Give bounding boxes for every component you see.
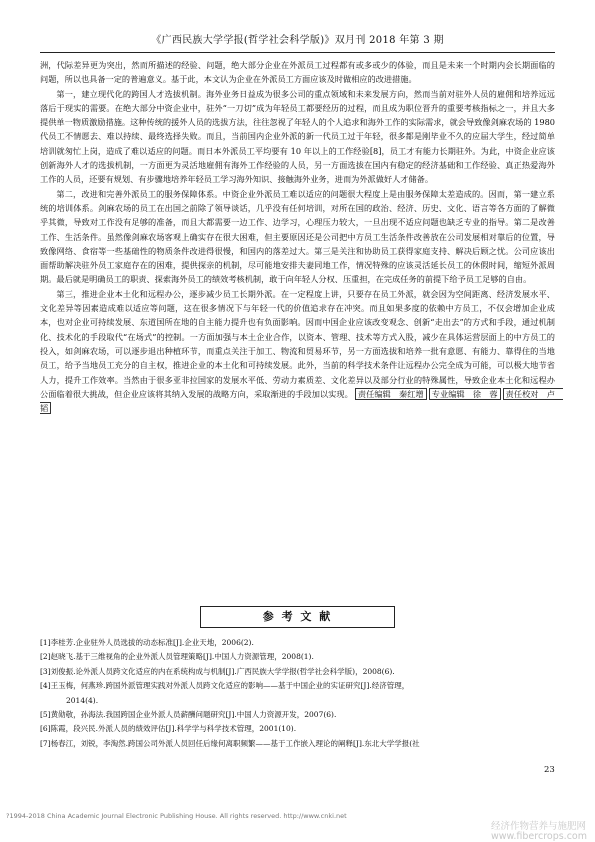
reference-item: [3]刘俊振.论外派人员跨文化适应的内在系统构成与机制[J].广西民族大学学报(哲学社会科学版)，2008(6). (40, 666, 395, 676)
watermark-title: 经济作物营养与施肥网 (490, 821, 586, 832)
page-number: 23 (544, 765, 555, 775)
paragraph-third (40, 287, 564, 416)
reference-item: [2]赵晓飞.基于三维视角的企业外派人员管理策略[J].中国人力资源管理，2008(1). (40, 652, 314, 662)
references-list (40, 636, 555, 751)
reference-item: [1]李桂芳.企业驻外人员选拔的动态标准[J].企业天地，2006(2). (40, 638, 254, 647)
copyright-footer: ?1994-2018 China Academic Journal Electronic Publishing House. All rights reserved. http://www.cnki.net (6, 812, 347, 820)
paragraph-second: 第二，改进和完善外派员工的服务保障体系。中资企业外派员工难以适应的问题很大程度上是由服务保障太差造成的。因而，第一建立系统的培训体系。剑麻农场的员工在出国之前除了领导谈话，几乎没有任何培训，对所在国的政治、经济、历史、文化、语言等各方面的了解微乎其微，导致对工作没有足够的准备，而且大都需要一边工作、边学习，心理压力较大，一旦出现不适应问题也缺乏专业的指导。第二是改善工作、生活条件。虽然像剑麻农场客观上确实存在很大困难，但主要原因还是公司把中方员工生活条件改善放在公司发展相对靠后的位置，导致像网络、食宿等一些基础性的物质条件改进得很慢，和国内的落差过大。第三是关注和协助员工获得家庭支持、解决后顾之忧。公司应该出面帮助解决驻外员工家庭存在的困难，提供探亲的机制，尽可能地安排夫妻同地工作，情况特殊的应该灵活延长员工的休假时间，缩短外派周期。最后就是明确员工的职责、探索海外员工的绩效考核机制，敢于向年轻人分权、压重担，在完成任务的前提下给予员工足够的自由。 (40, 188, 555, 285)
professional-editor: 专业编辑 徐 蓉 (429, 388, 501, 400)
reference-item: [7]杨春江，刘锐，李淘然.跨国公司外派人员回任后缘何离职频繁——基于工作嵌入理论的阐释[J].东北大学学报(社 (40, 738, 420, 748)
reference-item: [5]黄勋敬，孙海法.我国跨国企业外派人员薪酬问题研究[J].中国人力资源开发，2007(6). (40, 710, 337, 720)
running-head: 《广西民族大学学报(哲学社会科学版)》双月刊 2018 年第 3 期 (151, 35, 444, 46)
reference-item: [6]陈霞，段兴民.外派人员的绩效评估[J].科学学与科学技术管理，2001(10). (40, 724, 297, 734)
header-rule (40, 52, 555, 53)
paragraph-first: 第一，建立现代化的跨国人才选拔机制。海外业务日益成为很多公司的重点领域和未来发展方向，然而当前对驻外人员的雇佣和培养远远落后于现实的需要。在绝大部分中资企业中，驻外“一刀切”成为年轻员工都要经历的过程，而且成为职位晋升的重要考核指标之一，并且大多提供单一物质激励措施。这种传统的援外人员的选拔方法，往往忽视了年轻人的个人追求和海外工作的实际需求，就会导致像剑麻农场的 1980 代员工不情愿去、难以持续、最终选择失败。而且，当前国内企业外派的新一代员工过于年轻，很多都是刚毕业不久的应届大学生，经过简单培训就匆忙上岗，造成了难以适应的问题。而日本外派员工平均要有 10 年以上的工作经验[8]，员工才有能力长期驻外。为此，中资企业应该创新海外人才的选拔机制，一方面更为灵活地雇佣有海外工作经验的人员，另一方面选拔在国内有稳定的经济基础和工作经验、真正热爱海外工作的人员，还要有规划、有步骤地培养年轻员工学习海外知识、接触海外业务，进而为外派做好人才储备。 (40, 88, 555, 185)
site-watermark (491, 822, 587, 842)
references-title: 参 考 文 献 (200, 606, 395, 628)
article-body (40, 58, 564, 415)
responsible-editor: 责任编辑 秦红增 (355, 388, 427, 400)
reference-item: [4]王玉梅，何燕珍.跨国外派管理实践对外派人员跨文化适应的影响——基于中国企业的实证研究[J].经济管理， (40, 681, 410, 691)
paragraph-third-text: 第三，推进企业本土化和远程办公，逐步减少员工长期外派。在一定程度上讲，只要存在员工外派，就会因为空间距离、经济发展水平、文化差异等因素造成难以适应等问题，这在很多情况下与年轻一代的价值追求存在冲突。而且如果多度的依赖中方员工，不仅会增加企业成本，也对企业可持续发展、东道国所在地的自主能力提升也有负面影响。因而中国企业应该改变观念、创新“走出去”的方式和手段，通过机制化、技术化的手段取代“在场式”的控制。一方面加强与本土企业合作，以资本、管理、技术等方式入股，减少在具体运营层面上的中方员工的投入，如剑麻农场，可以逐步退出种植环节，而重点关注于加工、物流和贸易环节，另一方面选拔和培养一批有意愿、有能力、靠得住的当地员工，给予当地员工充分的自主权，推进企业的本土化和可持续发展。此外，当前的科学技术条件让远程办公完全成为可能，可以极大地节省人力，提升工作效率。当然由于很多亚非拉国家的发展水平低、劳动力素质差、文化差异以及部分行业的特殊属性，导致企业本土化和远程办公面临着很大挑战，但企业应该将其纳入发展的战略方向，采取渐进的手段加以实现。 (40, 288, 555, 399)
reference-item-continued: 2014(4). (66, 695, 99, 705)
proofreader: 责任校对 卢 韬 (40, 388, 564, 414)
watermark-url: www.fibercrops.com (490, 831, 587, 842)
intro-paragraph: 洲，代际差异更为突出，然而所描述的经验、问题，绝大部分企业在外派员工过程都有或多或少的体验，而且是未来一个时期内会长期面临的问题，所以也具备一定的普遍意义。基于此，本文认为企业在外派员工方面应该及时做相应的改进措施。 (40, 60, 555, 85)
